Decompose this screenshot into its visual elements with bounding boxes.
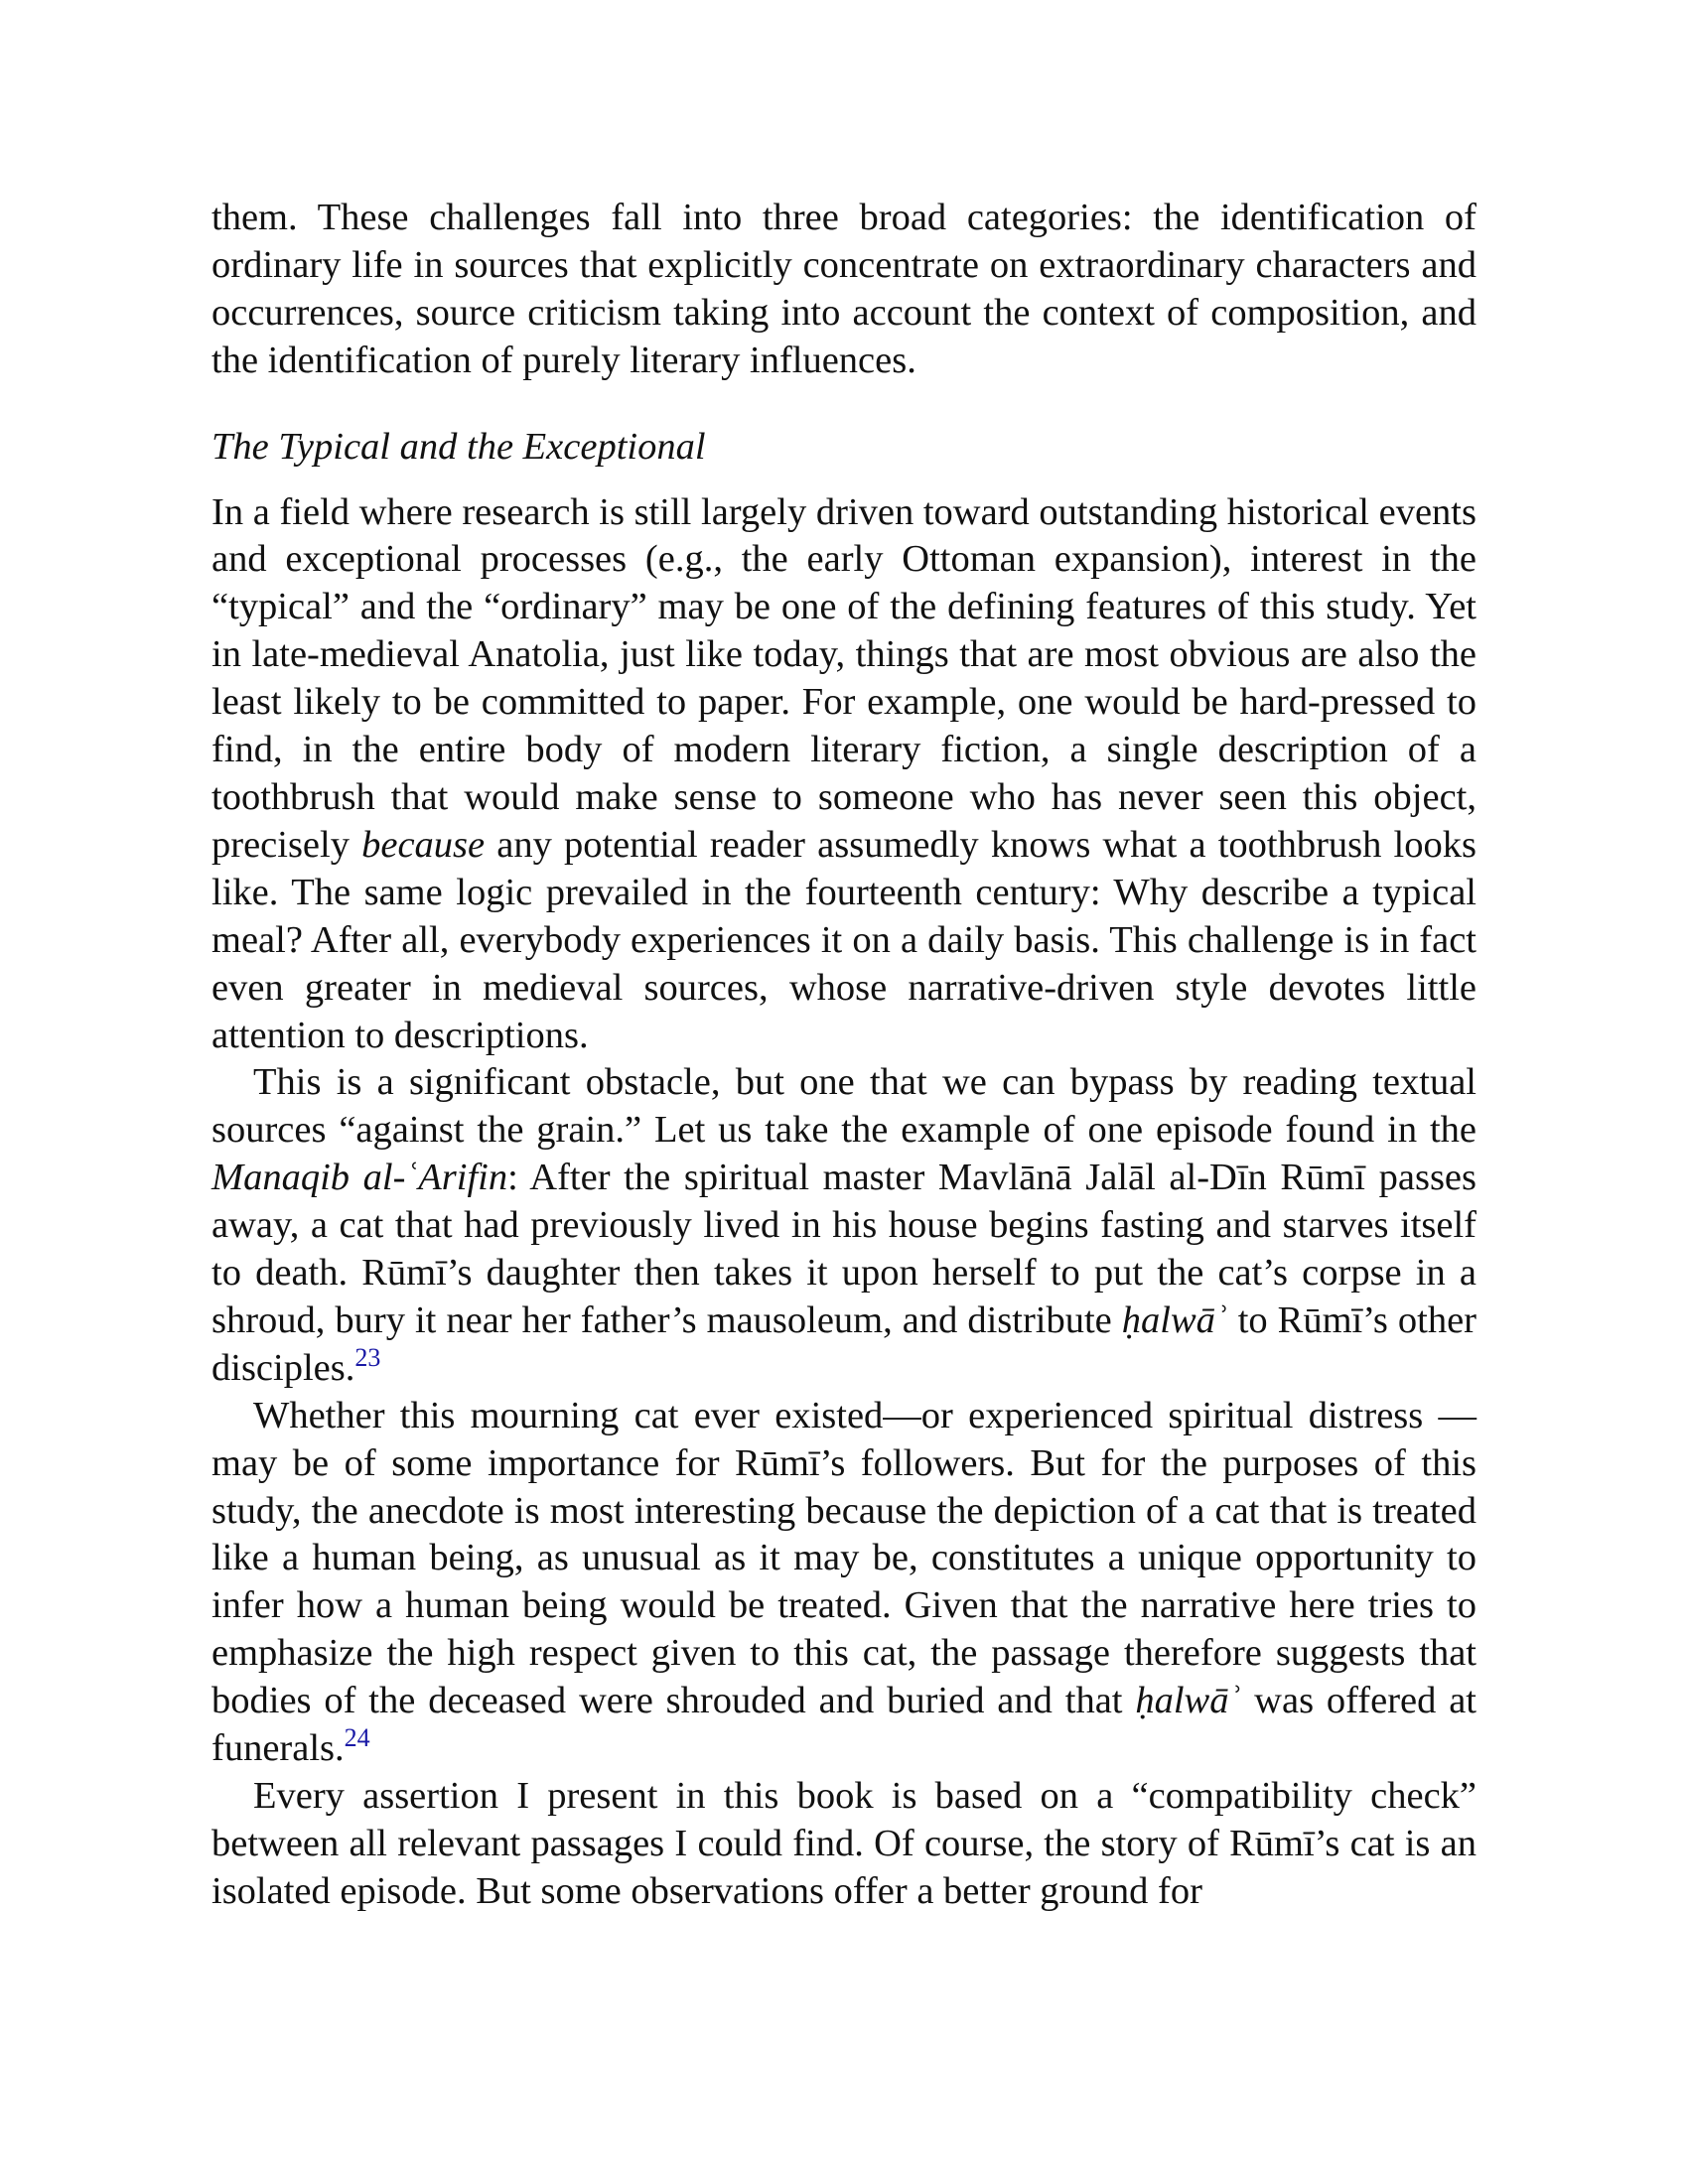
paragraph-obstacle-text-a: This is a significant obstacle, but one that we can bypass by reading textual sources “against the grain.” Let us take the example of one episode found in the bbox=[211, 1061, 1477, 1152]
paragraph-obstacle-text-b: : After the spiritual master Mavlānā Jalāl al-Dīn Rūmī passes away, a cat that had previously lived in his house begins fasting and starves itself to death. Rūmī’s daughter then takes it upon herself to put the cat’s corpse in a shroud, bury it near her father’s mausoleum, and distribute bbox=[211, 1157, 1477, 1341]
emphasis-because: because bbox=[361, 823, 486, 866]
paragraph-obstacle-text-c: to Rūmī’s other disciples. bbox=[211, 1298, 1477, 1389]
paragraph-intro: them. These challenges fall into three broad categories: the identification of ordinary life in sources that explicitly concentrate on extraordinary characters and occurrences, source criticism taking into account the context of composition, and the identification of purely literary influences. bbox=[211, 197, 1477, 381]
paragraph-obstacle bbox=[211, 1059, 1477, 1392]
paragraph-compatibility: Every assertion I present in this book is based on a “compatibility check” between all relevant passages I could find. Of course, the story of Rūmī’s cat is an isolated episode. But some observations offer a better ground for bbox=[211, 1775, 1477, 1912]
paragraph-cat bbox=[211, 1393, 1477, 1773]
footnote-ref-24[interactable]: 24 bbox=[344, 1723, 370, 1753]
page-body bbox=[211, 195, 1477, 1916]
paragraph-typical bbox=[211, 489, 1477, 1060]
section-heading: The Typical and the Exceptional bbox=[211, 425, 706, 468]
title-manaqib: Manaqib al-ʿArifin bbox=[211, 1157, 508, 1199]
term-halwa: ḥalwāʾ bbox=[1135, 1680, 1242, 1722]
paragraph-cat-text-a: Whether this mourning cat ever existed—or experienced spiritual distress —may be of some importance for Rūmī’s followers. But for the purposes of this study, the anecdote is most interesting because the depiction of a cat that is treated like a human being, as unusual as it may be, constitutes a unique opportunity to infer how a human being would be treated. Given that the narrative here tries to emphasize the high respect given to this cat, the passage therefore suggests that bodies of the deceased were shrouded and buried and that bbox=[211, 1394, 1477, 1722]
term-halwa: ḥalwāʾ bbox=[1121, 1298, 1228, 1341]
footnote-ref-23[interactable]: 23 bbox=[354, 1342, 381, 1372]
paragraph-typical-text-a: In a field where research is still largely driven toward outstanding historical events and exceptional processes (e.g., the early Ottoman expansion), interest in the “typical” and the “ordinary” may be one of the defining features of this study. Yet in late-medieval Anatolia, just like today, things that are most obvious are also the least likely to be committed to paper. For example, one would be hard-pressed to find, in the entire body of modern literary fiction, a single description of a toothbrush that would make sense to someone who has never seen this object, precisely bbox=[211, 490, 1477, 866]
paragraph-cat-text-b: was offered at funerals. bbox=[211, 1680, 1477, 1770]
paragraph-typical-text-b: any potential reader assumedly knows what a toothbrush looks like. The same logic prevailed in the fourteenth century: Why describe a typical meal? After all, everybody experiences it on a daily basis. This challenge is in fact even greater in medieval sources, whose narrative-driven style devotes little attention to descriptions. bbox=[211, 823, 1477, 1056]
